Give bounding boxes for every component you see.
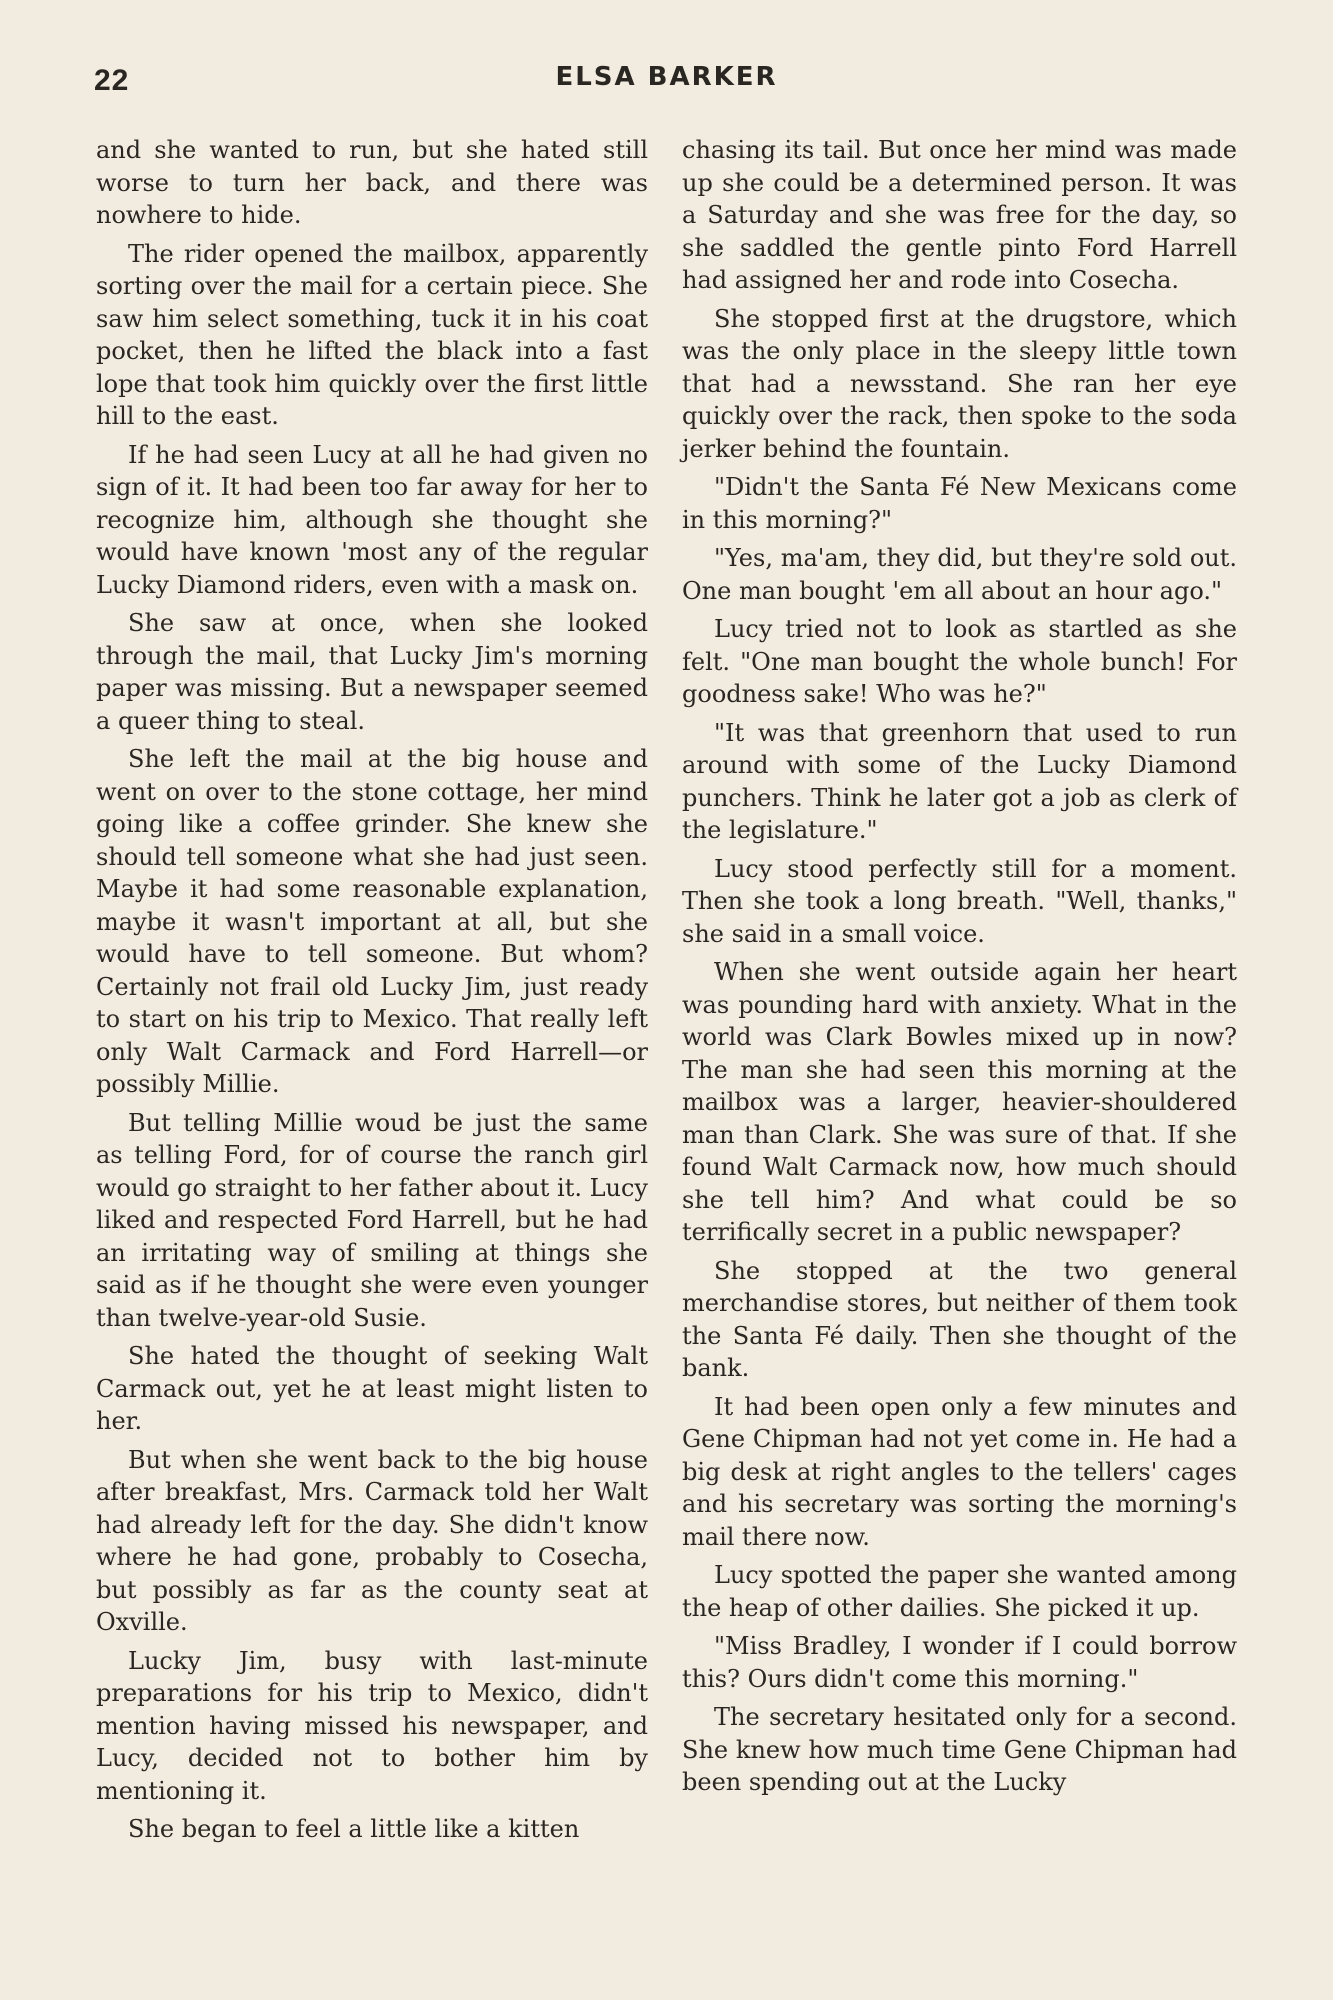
paragraph: But telling Millie woud be just the same as telling Ford, for of course the ranch girl would go straight to her father about it. Lucy liked and respected Ford Harrell, but he had an irritating way of smiling at things she said as if he thought she were even younger than twelve-year-old Susie. <box>96 1108 648 1332</box>
paragraph: She stopped first at the drugstore, which was the only place in the sleepy little town that had a newsstand. She ran her eye quickly over the rack, then spoke to the soda jerker behind the fountain. <box>682 304 1237 463</box>
paragraph: She saw at once, when she looked through the mail, that Lucky Jim's morning paper was missing. But a newspaper seemed a queer thing to steal. <box>96 609 648 735</box>
paragraph: It had been open only a few minutes and Gene Chipman had not yet come in. He had a big desk at right angles to the tellers' cages and his secretary was sorting the morning's mail there now. <box>682 1392 1237 1551</box>
paragraph: Lucky Jim, busy with last-minute preparations for his trip to Mexico, didn't mention having missed his newspaper, and Lucy, decided not to bother him by mentioning it. <box>96 1646 648 1805</box>
paragraph: "Miss Bradley, I wonder if I could borrow this? Ours didn't come this morning." <box>682 1632 1237 1693</box>
running-head: ELSA BARKER <box>555 62 778 92</box>
paragraph: The rider opened the mailbox, apparently sorting over the mail for a certain piece. She saw him select something, tuck it in his coat pocket, then he lifted the black into a fast lope that took him quickly over the first little hill to the east. <box>96 239 648 430</box>
paragraph: "It was that greenhorn that used to run around with some of the Lucky Diamond punchers. Think he later got a job as clerk of the legislature." <box>682 718 1237 844</box>
paragraph: But when she went back to the big house after breakfast, Mrs. Carmack told her Walt had already left for the day. She didn't know where he had gone, probably to Cosecha, but possibly as far as the county seat at Oxville. <box>96 1445 648 1636</box>
paragraph: She hated the thought of seeking Walt Carmack out, yet he at least might listen to her. <box>96 1342 648 1435</box>
paragraph: Lucy tried not to look as startled as she felt. "One man bought the whole bunch! For goodness sake! Who was he?" <box>682 615 1237 708</box>
paragraph: She stopped at the two general merchandise stores, but neither of them took the Santa Fé daily. Then she thought of the bank. <box>682 1256 1237 1382</box>
paragraph: Lucy stood perfectly still for a moment. Then she took a long breath. "Well, thanks," she said in a small voice. <box>682 854 1237 948</box>
paragraph: She began to feel a little like a kitten <box>128 1815 580 1843</box>
right-column <box>682 134 1237 1805</box>
paragraph: If he had seen Lucy at all he had given no sign of it. It had been too far away for her to recognize him, although she thought she would have known 'most any of the regular Lucky Diamond riders, even with a mask on. <box>96 440 648 599</box>
paragraph: She left the mail at the big house and went on over to the stone cottage, her mind going like a coffee grinder. She knew she should tell someone what she had just seen. Maybe it had some reasonable explanation, maybe it wasn't important at all, but she would have to tell someone. But whom? Certainly not frail old Lucky Jim, just ready to start on his trip to Mexico. That really left only Walt Carmack and Ford Harrell—or possibly Millie. <box>96 745 648 1098</box>
page-number: 22 <box>94 64 130 97</box>
paragraph: chasing its tail. But once her mind was made up she could be a determined person. It was a Saturday and she was free for the day, so she saddled the gentle pinto Ford Harrell had assigned her and rode into Cosecha. <box>682 136 1237 294</box>
paragraph: "Yes, ma'am, they did, but they're sold out. One man bought 'em all about an hour ago." <box>682 544 1237 605</box>
page-header <box>0 58 1333 108</box>
paragraph: Lucy spotted the paper she wanted among the heap of other dailies. She picked it up. <box>682 1561 1237 1622</box>
paragraph: and she wanted to run, but she hated still worse to turn her back, and there was nowhere to hide. <box>96 136 648 229</box>
paragraph: When she went outside again her heart was pounding hard with anxiety. What in the world was Clark Bowles mixed up in now? The man she had seen this morning at the mailbox was a larger, heavier-shouldered man than Clark. She was sure of that. If she found Walt Carmack now, how much should she tell him? And what could be so terrifically secret in a public newspaper? <box>682 958 1237 1246</box>
paragraph: The secretary hesitated only for a second. She knew how much time Gene Chipman had been spending out at the Lucky <box>682 1703 1237 1796</box>
left-column <box>96 134 648 1852</box>
paragraph: "Didn't the Santa Fé New Mexicans come in this morning?" <box>682 473 1237 534</box>
